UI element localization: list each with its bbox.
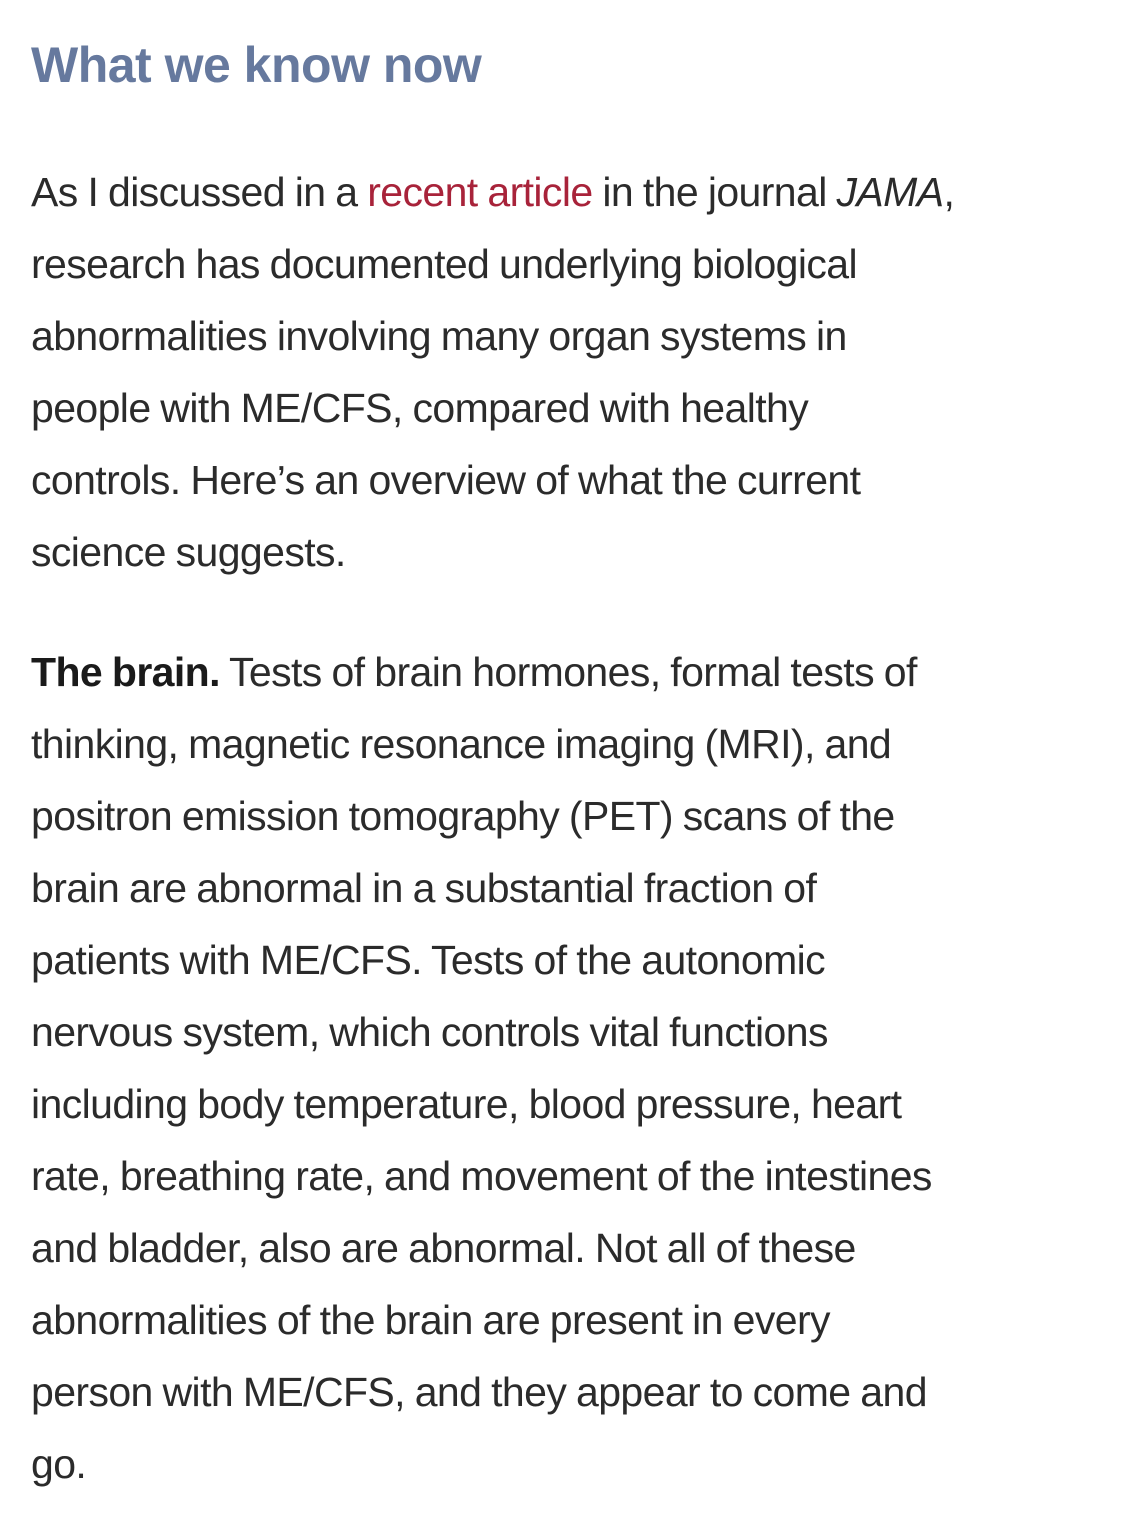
- journal-name: JAMA: [836, 169, 944, 215]
- recent-article-link[interactable]: recent article: [367, 169, 593, 215]
- brain-line: including body temperature, blood pressure, heart: [31, 1081, 902, 1127]
- brain-lead-in: The brain.: [31, 649, 220, 695]
- brain-line: and bladder, also are abnormal. Not all of these: [31, 1225, 856, 1271]
- brain-line-1: [31, 636, 1106, 708]
- brain-line: patients with ME/CFS. Tests of the autonomic: [31, 937, 826, 983]
- intro-text-before-link: As I discussed in a: [31, 169, 368, 215]
- brain-paragraph: [31, 636, 1106, 1500]
- brain-line: go.: [31, 1441, 87, 1487]
- intro-line: controls. Here’s an overview of what the current: [31, 457, 861, 503]
- intro-line-1: [31, 156, 1106, 228]
- brain-line: rate, breathing rate, and movement of the intestines: [31, 1153, 932, 1199]
- intro-line: abnormalities involving many organ systems in: [31, 313, 847, 359]
- brain-line: thinking, magnetic resonance imaging (MRI), and: [31, 721, 892, 767]
- intro-line: research has documented underlying biological: [31, 241, 857, 287]
- intro-line: science suggests.: [31, 529, 346, 575]
- intro-text-after-journal: ,: [943, 169, 955, 215]
- brain-line: abnormalities of the brain are present in every: [31, 1297, 830, 1343]
- brain-line: person with ME/CFS, and they appear to come and: [31, 1369, 927, 1415]
- intro-line: people with ME/CFS, compared with healthy: [31, 385, 809, 431]
- intro-paragraph: [31, 156, 1106, 588]
- brain-line: positron emission tomography (PET) scans of the: [31, 793, 895, 839]
- brain-line: brain are abnormal in a substantial fraction of: [31, 865, 817, 911]
- brain-first-line-text: Tests of brain hormones, formal tests of: [219, 649, 917, 695]
- brain-line: nervous system, which controls vital functions: [31, 1009, 828, 1055]
- section-heading: What we know now: [31, 37, 482, 93]
- intro-text-after-link: in the journal: [592, 169, 837, 215]
- article-body: [31, 0, 1106, 1500]
